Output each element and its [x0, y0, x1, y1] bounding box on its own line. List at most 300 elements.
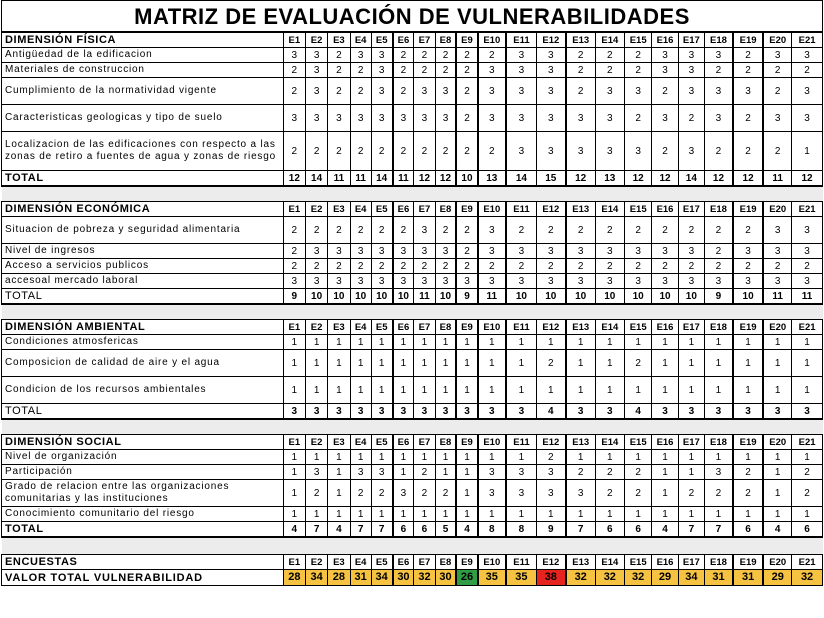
total-cell: 7 [566, 522, 595, 538]
total-cell: 3 [566, 404, 595, 420]
score-cell: 1 [478, 335, 506, 350]
valor-total-cell: 35 [478, 570, 506, 586]
criterion-label: Participación [2, 465, 284, 480]
total-cell: 10 [371, 289, 392, 305]
score-cell: 3 [733, 244, 763, 259]
valor-total-cell: 32 [414, 570, 435, 586]
spacer-cell [2, 186, 823, 202]
score-cell: 2 [506, 217, 536, 244]
score-cell: 3 [393, 244, 414, 259]
total-cell: 3 [792, 404, 823, 420]
score-cell: 2 [414, 259, 435, 274]
score-cell: 2 [625, 350, 652, 377]
score-cell: 3 [678, 48, 704, 63]
score-cell: 2 [566, 259, 595, 274]
score-cell: 2 [456, 63, 477, 78]
column-header: E15 [625, 202, 652, 217]
total-cell: 9 [705, 289, 733, 305]
score-cell: 2 [595, 48, 624, 63]
total-cell: 10 [506, 289, 536, 305]
score-cell: 1 [328, 507, 350, 522]
column-header: E16 [652, 32, 678, 48]
total-cell: 10 [595, 289, 624, 305]
score-cell: 1 [435, 465, 456, 480]
total-cell: 3 [283, 404, 305, 420]
column-header: E14 [595, 320, 624, 335]
total-cell: 7 [678, 522, 704, 538]
column-header: E14 [595, 202, 624, 217]
score-cell: 3 [371, 63, 392, 78]
score-cell: 1 [393, 335, 414, 350]
score-cell: 2 [763, 63, 791, 78]
score-cell: 3 [371, 244, 392, 259]
score-cell: 1 [305, 450, 327, 465]
column-header: E16 [652, 202, 678, 217]
valor-total-cell: 26 [456, 570, 477, 586]
criterion-label: Conocimiento comunitario del riesgo [2, 507, 284, 522]
total-cell: 11 [328, 171, 350, 187]
score-cell: 2 [792, 259, 823, 274]
score-cell: 3 [305, 78, 327, 105]
score-cell: 2 [625, 259, 652, 274]
score-cell: 2 [478, 132, 506, 171]
score-cell: 1 [305, 335, 327, 350]
score-cell: 2 [652, 217, 678, 244]
score-cell: 2 [478, 48, 506, 63]
score-cell: 2 [705, 217, 733, 244]
score-cell: 3 [792, 244, 823, 259]
valor-total-cell: 28 [283, 570, 305, 586]
score-cell: 1 [792, 450, 823, 465]
score-cell: 3 [478, 63, 506, 78]
score-cell: 1 [792, 132, 823, 171]
spacer-row [2, 186, 823, 202]
score-cell: 3 [393, 274, 414, 289]
total-cell: 6 [733, 522, 763, 538]
score-cell: 3 [506, 78, 536, 105]
column-header: E13 [566, 435, 595, 450]
criterion-label: Condicion de los recursos ambientales [2, 377, 284, 404]
score-cell: 2 [350, 63, 371, 78]
score-cell: 1 [733, 335, 763, 350]
column-header: E9 [456, 320, 477, 335]
column-header: E14 [595, 435, 624, 450]
score-cell: 3 [652, 274, 678, 289]
column-header: E11 [506, 202, 536, 217]
score-cell: 2 [705, 480, 733, 507]
score-cell: 3 [536, 274, 565, 289]
score-cell: 1 [283, 480, 305, 507]
score-cell: 1 [456, 507, 477, 522]
score-cell: 2 [435, 63, 456, 78]
column-header: E12 [536, 320, 565, 335]
total-cell: 4 [536, 404, 565, 420]
score-cell: 1 [763, 377, 791, 404]
score-cell: 2 [625, 63, 652, 78]
score-cell: 2 [536, 217, 565, 244]
column-header: E9 [456, 32, 477, 48]
column-header: E13 [566, 32, 595, 48]
score-cell: 1 [371, 450, 392, 465]
total-cell: 10 [733, 289, 763, 305]
column-header: E17 [678, 32, 704, 48]
total-cell: 10 [652, 289, 678, 305]
score-cell: 2 [283, 63, 305, 78]
score-cell: 1 [506, 507, 536, 522]
total-cell: 12 [435, 171, 456, 187]
score-cell: 1 [283, 450, 305, 465]
score-cell: 2 [625, 217, 652, 244]
score-cell: 3 [566, 244, 595, 259]
score-cell: 3 [566, 105, 595, 132]
score-cell: 3 [506, 244, 536, 259]
score-cell: 2 [566, 465, 595, 480]
total-cell: 13 [478, 171, 506, 187]
column-header: E12 [536, 202, 565, 217]
column-header: E8 [435, 320, 456, 335]
table-row [2, 244, 823, 259]
total-cell: 3 [595, 404, 624, 420]
score-cell: 3 [595, 78, 624, 105]
column-header: E11 [506, 320, 536, 335]
score-cell: 2 [733, 63, 763, 78]
spacer-row [2, 304, 823, 320]
score-cell: 2 [328, 48, 350, 63]
total-cell: 7 [305, 522, 327, 538]
score-cell: 1 [763, 480, 791, 507]
total-cell: 10 [305, 289, 327, 305]
total-cell: 12 [792, 171, 823, 187]
score-cell: 1 [763, 335, 791, 350]
spacer-cell [2, 537, 823, 555]
total-cell: 14 [678, 171, 704, 187]
score-cell: 3 [350, 105, 371, 132]
score-cell: 3 [305, 48, 327, 63]
score-cell: 2 [435, 217, 456, 244]
total-cell: 10 [536, 289, 565, 305]
column-header: E8 [435, 435, 456, 450]
total-cell: 10 [456, 171, 477, 187]
column-header: E13 [566, 202, 595, 217]
total-cell: 3 [305, 404, 327, 420]
score-cell: 1 [393, 450, 414, 465]
total-cell: 10 [678, 289, 704, 305]
score-cell: 2 [414, 132, 435, 171]
score-cell: 1 [595, 335, 624, 350]
page-title: MATRIZ DE EVALUACIÓN DE VULNERABILIDADES [2, 1, 823, 33]
score-cell: 2 [678, 480, 704, 507]
score-cell: 3 [652, 63, 678, 78]
column-header: E4 [350, 320, 371, 335]
score-cell: 2 [733, 259, 763, 274]
column-header: E18 [705, 435, 733, 450]
score-cell: 3 [506, 274, 536, 289]
score-cell: 1 [414, 350, 435, 377]
score-cell: 3 [595, 105, 624, 132]
score-cell: 2 [733, 132, 763, 171]
column-header: E11 [506, 555, 536, 570]
score-cell: 2 [456, 132, 477, 171]
column-header: E11 [506, 435, 536, 450]
table-row [2, 132, 823, 171]
score-cell: 2 [536, 350, 565, 377]
score-cell: 3 [305, 244, 327, 259]
score-cell: 1 [566, 507, 595, 522]
score-cell: 3 [305, 63, 327, 78]
score-cell: 2 [566, 78, 595, 105]
score-cell: 3 [536, 465, 565, 480]
score-cell: 1 [625, 377, 652, 404]
score-cell: 2 [792, 465, 823, 480]
column-header: E4 [350, 32, 371, 48]
column-header: E18 [705, 555, 733, 570]
total-cell: 3 [328, 404, 350, 420]
column-header: E10 [478, 320, 506, 335]
table-row [2, 507, 823, 522]
column-header: E1 [283, 320, 305, 335]
score-cell: 3 [435, 274, 456, 289]
score-cell: 2 [733, 105, 763, 132]
score-cell: 1 [792, 350, 823, 377]
column-header: E21 [792, 202, 823, 217]
column-header: E3 [328, 202, 350, 217]
column-header: E10 [478, 202, 506, 217]
column-header: E21 [792, 435, 823, 450]
score-cell: 1 [536, 377, 565, 404]
score-cell: 3 [414, 244, 435, 259]
column-header: E14 [595, 32, 624, 48]
score-cell: 3 [536, 244, 565, 259]
score-cell: 1 [414, 450, 435, 465]
score-cell: 2 [350, 217, 371, 244]
valor-total-cell: 29 [763, 570, 791, 586]
column-header: E1 [283, 555, 305, 570]
criterion-label: Caracteristicas geologicas y tipo de suelo [2, 105, 284, 132]
table-row [2, 217, 823, 244]
score-cell: 1 [350, 450, 371, 465]
score-cell: 3 [478, 217, 506, 244]
total-cell: 3 [763, 404, 791, 420]
score-cell: 1 [393, 507, 414, 522]
score-cell: 1 [566, 350, 595, 377]
score-cell: 3 [414, 105, 435, 132]
total-cell: 9 [456, 289, 477, 305]
column-header: E12 [536, 32, 565, 48]
score-cell: 3 [478, 78, 506, 105]
score-cell: 3 [733, 274, 763, 289]
table-row [2, 78, 823, 105]
score-cell: 3 [763, 217, 791, 244]
total-label: TOTAL [2, 289, 284, 305]
total-cell: 6 [792, 522, 823, 538]
valor-total-label: VALOR TOTAL VULNERABILIDAD [2, 570, 284, 586]
column-header: E7 [414, 32, 435, 48]
total-cell: 3 [733, 404, 763, 420]
total-cell: 4 [625, 404, 652, 420]
score-cell: 3 [414, 217, 435, 244]
score-cell: 1 [792, 507, 823, 522]
score-cell: 3 [478, 274, 506, 289]
score-cell: 1 [705, 507, 733, 522]
column-header: E15 [625, 555, 652, 570]
column-header: E17 [678, 202, 704, 217]
total-cell: 10 [350, 289, 371, 305]
table-row [2, 63, 823, 78]
column-header: E19 [733, 435, 763, 450]
score-cell: 3 [350, 244, 371, 259]
total-cell: 12 [733, 171, 763, 187]
total-cell: 3 [678, 404, 704, 420]
score-cell: 2 [763, 78, 791, 105]
score-cell: 1 [763, 507, 791, 522]
total-label: TOTAL [2, 522, 284, 538]
score-cell: 1 [595, 377, 624, 404]
table-row [2, 48, 823, 63]
column-header: E19 [733, 320, 763, 335]
column-header: E21 [792, 555, 823, 570]
score-cell: 2 [763, 259, 791, 274]
score-cell: 2 [283, 78, 305, 105]
score-cell: 2 [435, 132, 456, 171]
column-header: E21 [792, 320, 823, 335]
score-cell: 1 [763, 350, 791, 377]
total-row [2, 289, 823, 305]
score-cell: 2 [350, 132, 371, 171]
column-header: E6 [393, 435, 414, 450]
total-cell: 10 [566, 289, 595, 305]
score-cell: 2 [371, 132, 392, 171]
score-cell: 1 [678, 465, 704, 480]
score-cell: 1 [652, 480, 678, 507]
score-cell: 2 [705, 244, 733, 259]
table-row [2, 480, 823, 507]
score-cell: 2 [566, 63, 595, 78]
score-cell: 3 [328, 105, 350, 132]
score-cell: 3 [328, 274, 350, 289]
criterion-label: Acceso a servicios publicos [2, 259, 284, 274]
score-cell: 3 [678, 63, 704, 78]
score-cell: 2 [414, 465, 435, 480]
score-cell: 2 [328, 63, 350, 78]
spacer-row [2, 537, 823, 555]
column-header: E9 [456, 202, 477, 217]
score-cell: 2 [733, 217, 763, 244]
score-cell: 3 [536, 63, 565, 78]
column-header: E18 [705, 320, 733, 335]
score-cell: 2 [705, 132, 733, 171]
column-header: E17 [678, 555, 704, 570]
score-cell: 3 [678, 274, 704, 289]
column-header: E12 [536, 435, 565, 450]
score-cell: 2 [763, 132, 791, 171]
score-cell: 2 [566, 48, 595, 63]
score-cell: 2 [350, 78, 371, 105]
score-cell: 1 [652, 335, 678, 350]
score-cell: 1 [328, 335, 350, 350]
score-cell: 1 [595, 507, 624, 522]
valor-total-cell: 34 [305, 570, 327, 586]
total-cell: 14 [305, 171, 327, 187]
column-header: E7 [414, 555, 435, 570]
score-cell: 3 [371, 465, 392, 480]
score-cell: 2 [678, 217, 704, 244]
valor-total-cell: 32 [595, 570, 624, 586]
score-cell: 3 [371, 78, 392, 105]
column-header: E17 [678, 320, 704, 335]
valor-total-cell: 31 [733, 570, 763, 586]
criterion-label: Localizacion de las edificaciones con respecto a las zonas de retiro a fuentes de agua y zonas de riesgo [2, 132, 284, 171]
score-cell: 1 [478, 350, 506, 377]
total-cell: 3 [456, 404, 477, 420]
column-header: E19 [733, 555, 763, 570]
total-cell: 4 [283, 522, 305, 538]
score-cell: 1 [328, 465, 350, 480]
section-header-row [2, 435, 823, 450]
score-cell: 1 [283, 465, 305, 480]
score-cell: 3 [678, 78, 704, 105]
score-cell: 1 [435, 450, 456, 465]
total-cell: 11 [763, 289, 791, 305]
total-cell: 12 [625, 171, 652, 187]
score-cell: 2 [595, 259, 624, 274]
score-cell: 1 [678, 507, 704, 522]
score-cell: 3 [625, 78, 652, 105]
column-header: E2 [305, 320, 327, 335]
total-cell: 12 [652, 171, 678, 187]
column-header: E4 [350, 435, 371, 450]
score-cell: 2 [393, 63, 414, 78]
score-cell: 1 [705, 350, 733, 377]
score-cell: 2 [283, 259, 305, 274]
total-cell: 7 [371, 522, 392, 538]
column-header: E1 [283, 32, 305, 48]
score-cell: 1 [393, 377, 414, 404]
score-cell: 3 [566, 132, 595, 171]
score-cell: 3 [456, 274, 477, 289]
score-cell: 3 [506, 48, 536, 63]
table-row [2, 335, 823, 350]
score-cell: 1 [414, 335, 435, 350]
score-cell: 2 [328, 217, 350, 244]
total-row [2, 171, 823, 187]
column-header: E8 [435, 202, 456, 217]
score-cell: 1 [705, 450, 733, 465]
score-cell: 3 [536, 105, 565, 132]
score-cell: 1 [506, 450, 536, 465]
score-cell: 1 [536, 335, 565, 350]
total-cell: 4 [763, 522, 791, 538]
column-header: E16 [652, 435, 678, 450]
score-cell: 1 [283, 350, 305, 377]
score-cell: 2 [435, 48, 456, 63]
score-cell: 3 [478, 105, 506, 132]
score-cell: 1 [414, 507, 435, 522]
score-cell: 3 [506, 465, 536, 480]
table-row [2, 105, 823, 132]
column-header: E20 [763, 32, 791, 48]
valor-total-cell: 31 [705, 570, 733, 586]
column-header: E20 [763, 435, 791, 450]
score-cell: 2 [350, 259, 371, 274]
column-header: E10 [478, 555, 506, 570]
criterion-label: Composicion de calidad de aire y el agua [2, 350, 284, 377]
score-cell: 2 [566, 217, 595, 244]
total-cell: 13 [595, 171, 624, 187]
score-cell: 3 [625, 244, 652, 259]
score-cell: 1 [566, 377, 595, 404]
score-cell: 3 [506, 105, 536, 132]
total-cell: 3 [652, 404, 678, 420]
